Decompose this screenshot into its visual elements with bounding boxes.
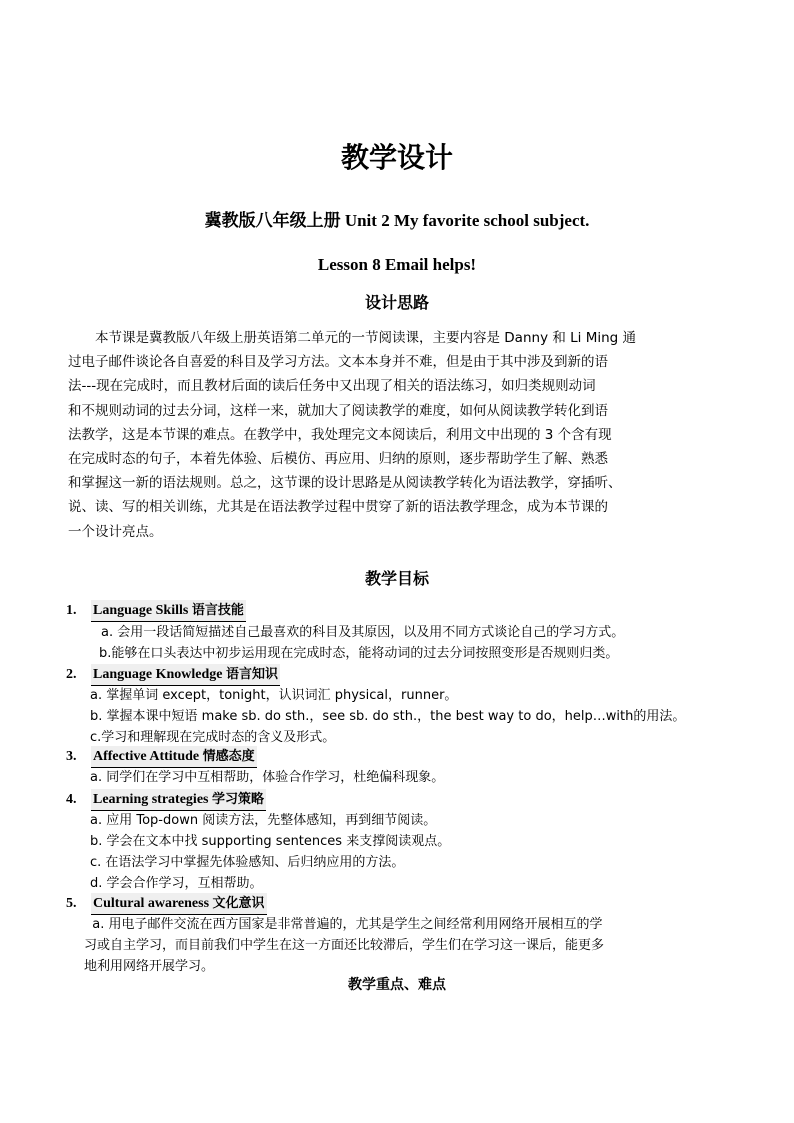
goal-heading <box>91 600 246 622</box>
goal-number: 3. <box>66 749 77 764</box>
goal-paragraph <box>84 914 734 977</box>
design-line: 和不规则动词的过去分词，这样一来，就加大了阅读教学的难度，如何从阅读教学转化到语 <box>68 402 608 419</box>
goal-line: 习或自主学习，而目前我们中学生在这一方面还比较滞后，学生们在学习这一课后，能更多 <box>84 938 605 953</box>
goal-item: b.能够在口头表达中初步运用现在完成时态，能将动词的过去分词按照变形是否规则归类。 <box>99 646 619 661</box>
lesson-subtitle: Lesson 8 Email helps! <box>317 255 477 274</box>
design-line: 和掌握这一新的语法规则。总之，这节课的设计思路是从阅读教学转化为语法教学，穿插听、 <box>68 475 622 492</box>
goal-heading-cn: 情感态度 <box>202 749 255 764</box>
goal-item: a. 应用 Top-down 阅读方法，先整体感知，再到细节阅读。 <box>90 813 437 828</box>
goal-heading <box>91 664 280 686</box>
document-title: 教学设计 <box>340 141 453 174</box>
textbook-unit-subtitle: 冀教版八年级上册 Unit 2 My favorite school subject. <box>204 211 590 230</box>
goal-heading-en: Cultural awareness <box>93 896 210 911</box>
goal-number: 5. <box>66 896 77 911</box>
design-line: 法---现在完成时，而且教材后面的读后任务中又出现了相关的语法练习，如归类规则动词 <box>68 378 596 395</box>
design-line: 说、读、写的相关训练，尤其是在语法教学过程中贯穿了新的语法教学理念，成为本节课的 <box>68 499 608 516</box>
design-paragraph <box>68 326 716 544</box>
goal-heading-cn: 学习策略 <box>211 792 264 807</box>
goal-heading-en: Affective Attitude <box>93 749 200 764</box>
goal-heading-cn: 语言技能 <box>191 603 244 618</box>
goal-item: a. 同学们在学习中互相帮助，体验合作学习，杜绝偏科现象。 <box>90 770 445 785</box>
goal-heading <box>91 893 267 915</box>
goal-line: a. 用电子邮件交流在西方国家是非常普遍的，尤其是学生之间经常利用网络开展相互的学 <box>84 917 603 932</box>
goal-heading <box>91 789 266 811</box>
goal-item: c. 在语法学习中掌握先体验感知、后归纳应用的方法。 <box>90 855 405 870</box>
goal-item: a. 掌握单词 except，tonight，认识词汇 physical，runner。 <box>90 688 458 703</box>
design-line: 法教学，这是本节课的难点。在教学中，我处理完文本阅读后，利用文中出现的 3 个含有现 <box>68 426 612 443</box>
goal-number: 1. <box>66 603 77 618</box>
goal-item: a. 会用一段话简短描述自己最喜欢的科目及其原因，以及用不同方式谈论自己的学习方式。 <box>101 625 625 640</box>
goal-heading-en: Language Skills <box>93 603 189 618</box>
goals-heading: 教学目标 <box>364 569 429 588</box>
goal-item: b. 学会在文本中找 supporting sentences 来支撑阅读观点。 <box>90 834 451 849</box>
goal-heading-cn: 语言知识 <box>226 667 279 682</box>
goal-item: c.学习和理解现在完成时态的含义及形式。 <box>90 730 336 745</box>
design-heading: 设计思路 <box>364 293 429 312</box>
goal-heading-en: Language Knowledge <box>93 667 223 682</box>
goal-line: 地利用网络开展学习。 <box>84 959 215 974</box>
goal-number: 2. <box>66 667 77 682</box>
goal-heading <box>91 746 257 768</box>
goal-heading-cn: 文化意识 <box>212 896 265 911</box>
design-line: 过电子邮件谈论各自喜爱的科目及学习方法。文本本身并不难，但是由于其中涉及到新的语 <box>68 354 608 371</box>
key-points-heading: 教学重点、难点 <box>348 977 446 993</box>
design-line: 在完成时态的句子，本着先体验、后模仿、再应用、归纳的原则，逐步帮助学生了解、熟悉 <box>68 451 608 468</box>
goal-heading-en: Learning strategies <box>93 792 209 807</box>
design-line: 一个设计亮点。 <box>68 523 163 540</box>
design-line: 本节课是冀教版八年级上册英语第二单元的一节阅读课，主要内容是 Danny 和 Li Ming 通 <box>95 330 637 346</box>
goal-number: 4. <box>66 792 77 807</box>
goal-item: b. 掌握本课中短语 make sb. do sth.，see sb. do sth.，the best way to do，help…with的用法。 <box>90 709 686 724</box>
goal-item: d. 学会合作学习，互相帮助。 <box>90 876 263 891</box>
